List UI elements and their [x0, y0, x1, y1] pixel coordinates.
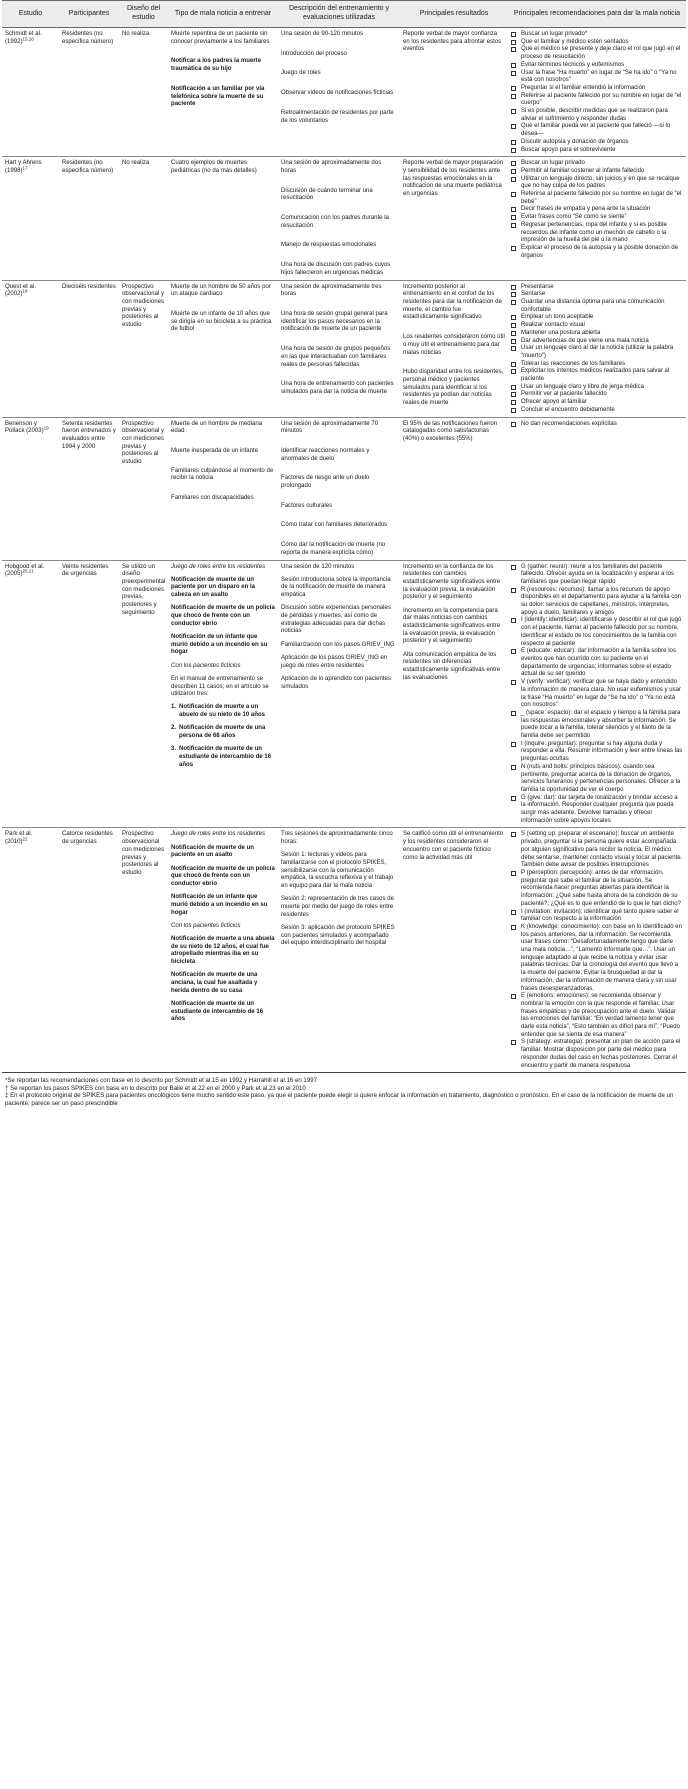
checkbox-icon — [511, 109, 516, 114]
description-item: Una hora de sesión grupal general para identificar los pasos necesarios en la notificación de muerte de un paciente — [281, 310, 388, 333]
description-item: Discusión de cuándo terminar una resucitación — [281, 187, 373, 202]
recommendation-text: No dan recomendaciones explícitas — [521, 420, 617, 427]
study-cell — [2, 417, 59, 560]
recommendation-text: Evitar frases como “Sé cómo se siente” — [521, 214, 627, 221]
checkbox-icon — [511, 300, 516, 305]
footnote: ‡ En el protocolo original de SPIKES para pacientes oncológicos tiene mucho sentido este paso, ya que el paciente puede elegir si quiere enfocar la información en tratamiento, diagnóstico o pronóstico. En el caso de la notificación de muerte de un paciente, parece ser un paso prescindible — [5, 1092, 674, 1108]
description-cell — [278, 560, 400, 828]
recommendation-item — [511, 993, 683, 1039]
recommendation-item — [511, 85, 683, 93]
checkbox-icon — [511, 246, 516, 251]
checkbox-icon — [511, 223, 516, 228]
recommendation-text: Buscar un lugar privado* — [521, 31, 588, 37]
numbered-item: 2. Notificación de muerte de una persona de 68 años — [171, 725, 266, 740]
checkbox-icon — [511, 649, 516, 654]
results-item: Se calificó como útil el entrenamiento y los residentes consideraron el encuentro con el paciente ficticio como la actividad más útil — [403, 831, 504, 861]
recommendation-item — [511, 710, 683, 741]
description-item: Retroalimentación de residentes por parte de los voluntarios — [281, 109, 394, 124]
results-cell — [400, 280, 508, 417]
description-item: Una sesión de 90-120 minutos — [281, 31, 364, 37]
checkbox-icon — [511, 331, 516, 336]
checkbox-icon — [511, 369, 516, 374]
recommendation-text: Regresar pertenencias, ropa del infante y si es posible recuerdos del infante como un mechón de cabello o la impresión de la huella del pie o la mano — [521, 221, 667, 244]
recommendation-item — [511, 345, 683, 360]
description-item: Una sesión de aproximadamente tres horas — [281, 283, 382, 298]
table-row — [2, 417, 686, 560]
checkbox-icon — [511, 925, 516, 930]
recommendation-item — [511, 168, 683, 176]
checkbox-icon — [511, 422, 516, 427]
recommendation-item — [511, 62, 683, 70]
description-item: Cómo tratar con familiares deteriorados — [281, 522, 388, 529]
recommendation-item — [511, 384, 683, 392]
types-cell — [168, 28, 278, 157]
checkbox-icon — [511, 161, 516, 166]
training-studies-table — [2, 0, 686, 1073]
type-item: Notificación de muerte a una abuela de su nieto de 12 años, el cual fue atropellado mientras iba en su bicicleta — [171, 936, 275, 966]
numbered-text: Notificación de muerte a un abuelo de su nieto de 10 años — [179, 704, 266, 719]
checkbox-icon — [511, 346, 516, 351]
description-item: Juego de roles — [281, 70, 321, 77]
type-header: Juego de roles entre los residentes — [171, 831, 266, 838]
description-item: Aplicación de los pasos GRIEV_ING en juego de roles entre residentes — [281, 654, 388, 669]
numbered-item: 3. Notificación de muerte de un estudiante de intercambio de 16 años — [171, 746, 272, 768]
recommendation-text: Emplear un tono aceptable — [521, 314, 594, 321]
recommendation-item — [511, 421, 683, 429]
type-item: Notificación de muerte de un paciente por un disparo en la cabeza en un asalto — [171, 576, 256, 599]
study-cell — [2, 280, 59, 417]
recommendation-text: Discutir autopsia y donación de órganos — [521, 138, 629, 145]
description-cell — [278, 157, 400, 280]
recommendation-text: G (give: dar): dar tarjeta de localización y brindar acceso a la información. Responder cualquier pregunta que pueda surgir más adelante. Devolver llamadas y ofrecer información sobre apoyos locales — [521, 794, 678, 824]
table-row — [2, 28, 686, 157]
description-item: Manejo de respuestas emocionales — [281, 242, 377, 249]
study-cell — [2, 28, 59, 157]
checkbox-icon — [511, 994, 516, 999]
study-ref: 18 — [22, 288, 28, 294]
recommendation-item — [511, 176, 683, 191]
checkbox-icon — [511, 796, 516, 801]
recommendation-item — [511, 206, 683, 214]
checkbox-icon — [511, 207, 516, 212]
checkbox-icon — [511, 177, 516, 182]
recommendation-text: Concluir el encuentro debidamente — [521, 406, 615, 413]
study-name: Hobgood et al. (2005) — [5, 563, 45, 578]
footnotes — [2, 1073, 686, 1107]
study-name: Schmidt et al. (1992) — [5, 31, 42, 45]
checkbox-icon — [511, 362, 516, 367]
types-cell — [168, 157, 278, 280]
design-cell: No realiza — [119, 28, 168, 157]
recommendations-cell — [508, 157, 686, 280]
recommendation-item — [511, 314, 683, 322]
recommendation-text: Tolerar las reacciones de los familiares — [521, 360, 626, 367]
results-item: Incremento posterior al entrenamiento en el confort de los residentes para dar la notificación de muerte, el cambio fue estadísticamente significativo — [403, 283, 502, 321]
recommendation-item — [511, 679, 683, 710]
description-item: Introducción del proceso — [281, 50, 347, 57]
type-item: Muerte de un infante de 10 años que se dirigía en su bicicleta a su práctica de futbol — [171, 310, 272, 333]
recommendations-cell — [508, 828, 686, 1073]
description-item: Cómo dar la notificación de muerte (no reporta de manera explícita cómo) — [281, 542, 386, 556]
design-cell: Prospectivo observacional con mediciones previas y posteriores al estudio — [119, 828, 168, 1073]
results-item: El 95% de las notificaciones fueron catalogadas como satisfactorias (40%) o excelentes (55%) — [403, 420, 498, 442]
type-item: Notificación de un infante que murió debido a un incendio en su hogar — [171, 633, 268, 656]
recommendation-text: Decir frases de empatía y pena ante la situación — [521, 206, 651, 213]
recommendation-text: Explicitar los intentos médicos realizados para salvar al paciente — [521, 368, 670, 383]
checkbox-icon — [511, 192, 516, 197]
type-item: Muerte inesperada de un infante — [171, 447, 259, 454]
checkbox-icon — [511, 400, 516, 405]
recommendation-item — [511, 46, 683, 61]
description-item: Identificar reacciones normales y anormales de duelo — [281, 447, 370, 462]
header-tipo: Tipo de mala noticia a entrenar — [168, 1, 278, 28]
results-item: Alta comunicación empática de los residentes sin diferencias estadísticamente significativas entre las evaluaciones — [403, 651, 501, 681]
recommendations-cell — [508, 28, 686, 157]
type-item: Cuatro ejemplos de muertes pediátricas (no da más detalles) — [171, 160, 257, 174]
type-header: Con los pacientes ficticios — [171, 922, 241, 929]
header-participantes: Participantes — [59, 1, 119, 28]
study-ref: 22 — [22, 836, 28, 842]
header-recomendaciones: Principales recomendaciones para dar la mala noticia — [508, 1, 686, 28]
header-resultados: Principales resultados — [400, 1, 508, 28]
recommendation-item — [511, 399, 683, 407]
results-item: Incremento en la competencia para dar malas noticias con cambios estadísticamente significativos entre la evaluación previa, la evaluación posterior y el seguimiento — [403, 607, 501, 645]
recommendation-item — [511, 93, 683, 108]
recommendation-text: Ofrecer apoyo al familiar — [521, 399, 587, 406]
recommendation-item — [511, 214, 683, 222]
recommendation-text: Dar advertencias de que viene una mala noticia — [521, 337, 649, 344]
checkbox-icon — [511, 124, 516, 129]
recommendations-cell — [508, 417, 686, 560]
checkbox-icon — [511, 47, 516, 52]
study-ref: 15,16 — [22, 36, 34, 42]
type-item: Notificación de muerte de un policía que chocó de frente con un conductor ebrio — [171, 605, 275, 627]
type-item: Muerte de un hombre de mediana edad — [171, 420, 263, 435]
checkbox-icon — [511, 169, 516, 174]
description-cell — [278, 417, 400, 560]
recommendation-text: Usar un lenguaje claro y libre de jerga médica — [521, 383, 645, 390]
checkbox-icon — [511, 871, 516, 876]
recommendation-item — [511, 924, 683, 993]
recommendation-item — [511, 648, 683, 679]
study-ref: 17 — [22, 165, 28, 171]
recommendation-item — [511, 70, 683, 85]
page — [2, 0, 686, 1108]
types-cell — [168, 560, 278, 828]
recommendation-text: Presentarse — [521, 283, 554, 290]
type-item: Notificación de muerte de un policía que chocó de frente con un conductor ebrio — [171, 865, 275, 887]
recommendation-item — [511, 1039, 683, 1070]
recommendation-item — [511, 870, 683, 909]
recommendation-text: E (educate: educar): dar información a la familia sobre los eventos que han ocurrido con su paciente en el departamento de urgencias; informarles sobre el estado actual de su ser querido — [521, 648, 676, 678]
description-item: Una hora de sesión de grupos pequeños en las que interactuaban con familiares reales de personas fallecidas — [281, 346, 391, 368]
table-row — [2, 560, 686, 828]
recommendation-text: Referirse al paciente fallecido por su nombre en lugar de “el bebé” — [521, 191, 682, 205]
checkbox-icon — [511, 292, 516, 297]
checkbox-icon — [511, 86, 516, 91]
checkbox-icon — [511, 565, 516, 570]
checkbox-icon — [511, 392, 516, 397]
description-cell — [278, 280, 400, 417]
checkbox-icon — [511, 40, 516, 45]
recommendation-text: Referirse al paciente fallecido por su nombre en lugar de “el cuerpo” — [521, 92, 682, 107]
participants-cell: Dieciséis residentes — [59, 280, 119, 417]
table-header-row — [2, 1, 686, 28]
table-row — [2, 828, 686, 1073]
recommendations-cell — [508, 280, 686, 417]
description-item: Una sesión de aproximadamente 70 minutos — [281, 420, 379, 435]
recommendation-text: Usar la frase “Ha muerto” en lugar de “Se ha ido” o “Ya no está con nosotros” — [521, 69, 677, 84]
description-cell — [278, 828, 400, 1073]
type-item: Familiares culpándose al momento de recibir la noticia — [171, 467, 274, 482]
description-item: Comunicación con los padres durante la resucitación — [281, 215, 389, 229]
description-item: Sesión 3: aplicación del protocolo SPIKES con pacientes simulados y acompañado del equipo interdisciplinario del hospital — [281, 925, 395, 947]
recommendation-text: Que el médico se presente y deje claro el rol que jugó en el proceso de resucitación — [521, 46, 681, 61]
table-row — [2, 157, 686, 280]
recommendation-item — [511, 617, 683, 648]
checkbox-icon — [511, 71, 516, 76]
recommendation-item — [511, 108, 683, 123]
recommendation-item — [511, 123, 683, 138]
type-item: Notificación de muerte de una anciana, la cual fue asaltada y herida dentro de su casa — [171, 972, 258, 994]
results-cell — [400, 828, 508, 1073]
type-item: Notificar a los padres la muerte traumática de su hijo — [171, 58, 262, 73]
checkbox-icon — [511, 63, 516, 68]
type-item: Notificación a un familiar por vía telefónica sobre la muerte de su paciente — [171, 85, 265, 108]
description-item: Sesión 1: lecturas y videos para familiarizarse con el protocolo SPIKES, sensibilizarse con la comunicación empática, la escucha reflexiva y el trabajo en equipo para dar la mala noticia — [281, 852, 394, 890]
study-ref: 19 — [43, 425, 49, 431]
recommendation-item — [511, 338, 683, 346]
recommendation-item — [511, 299, 683, 314]
results-item: Reporte verbal de mayor preparación y sensibilidad de los residentes ante las respuestas emocionales en la notificación de una muerte pediátrica en urgencias — [403, 160, 504, 198]
participants-cell: Setenta residentes fueron entrenados y evaluados entre 1994 y 2000 — [59, 417, 119, 560]
recommendation-text: _ (space: espacio): dar el espacio y tiempo a la familia para las respuestas emocionales y absorber la información. Se puede tocar a la familia, tolerar silencios y el llanto de la familia debe ser permitido — [521, 709, 681, 740]
recommendation-text: Buscar apoyo para el sobreviviente — [521, 146, 616, 153]
study-ref: 20,21 — [22, 568, 34, 574]
header-estudio: Estudio — [2, 1, 59, 28]
recommendation-text: E (emotions: emociones): se recomienda observar y nombrar la emoción con la que responde el familiar. Usar frases empáticas y de preocupación ante el duelo. Validar las emociones del familiar: “En verdad lamento tener que darle esta noticia”, “Esto también es difícil para mí”, “Puedo entender que se sienta de esa manera” — [521, 993, 680, 1038]
recommendation-text: Evitar términos técnicos y eufemismos — [521, 61, 625, 68]
type-item: Muerte repentina de un paciente sin conocer previamente a los familiares — [171, 31, 270, 45]
participants-cell: Residentes (no especifica número) — [59, 157, 119, 280]
recommendation-item — [511, 39, 683, 47]
results-cell — [400, 28, 508, 157]
checkbox-icon — [511, 680, 516, 685]
recommendation-item — [511, 764, 683, 795]
numbered-text: Notificación de muerte de una persona de 68 años — [179, 725, 266, 740]
results-item: Reporte verbal de mayor confianza en los residentes para afrontar estos eventos — [403, 31, 502, 53]
recommendation-item — [511, 322, 683, 330]
recommendation-item — [511, 245, 683, 260]
study-cell — [2, 157, 59, 280]
description-item: Familiarización con los pasos GRIEV_ING — [281, 641, 395, 648]
recommendation-text: Mantener una postura abierta — [521, 329, 601, 336]
checkbox-icon — [511, 315, 516, 320]
recommendation-text: K (knowledge: conocimiento): con base en lo identificado en los pasos anteriores, dar la información. Se recomienda usar frases como: “Desafortunadamente tengo que darle una mala noticia…”, “Lamento informarle que…”. Usar un lenguaje adaptado al que recibe la noticia y evitar usar palabras técnicas. Dar la cronología del evento que llevó a la muerte del paciente. Evitar la brusquedad al dar la información, dar la información de manera clara y sin usar frases desesperanzadoras. — [521, 923, 683, 992]
design-cell: No realiza — [119, 157, 168, 280]
results-item: Incremento en la confianza de los residentes con cambios estadísticamente significativos entre la evaluación previa, la evaluación posterior y el seguimiento — [403, 563, 501, 601]
checkbox-icon — [511, 148, 516, 153]
participants-cell: Veinte residentes de urgencias — [59, 560, 119, 828]
type-item: Notificación de muerte de un paciente en un asalto — [171, 844, 254, 859]
checkbox-icon — [511, 385, 516, 390]
design-cell: Prospectivo observacional y con mediciones previas y posteriores al estudio — [119, 280, 168, 417]
checkbox-icon — [511, 910, 516, 915]
type-header: Juego de roles entre los residentes — [171, 563, 266, 570]
recommendation-item — [511, 587, 683, 618]
study-name: Quest et al. (2002) — [5, 283, 36, 298]
recommendation-text: I (identify: identificar): identificarse y describir el rol que jugó con el paciente, llamar al paciente fallecido por su nombre, identificar el estado de los conocimientos de la familia con respecto al paciente — [521, 617, 682, 647]
description-cell — [278, 28, 400, 157]
design-cell: Prospectivo observacional y con mediciones previas y posteriores al estudio — [119, 417, 168, 560]
design-cell: Se utilizó un diseño preexperimental con mediciones previas, posteriores y seguimiento — [119, 560, 168, 828]
recommendation-item — [511, 795, 683, 826]
header-diseno: Diseño del estudio — [119, 1, 168, 28]
recommendation-text: Preguntar si el familiar entendió la información — [521, 84, 646, 91]
footnote: † Se reportan los pasos SPIKES con base en lo descrito por Baile et al.22 en el 2000 y Park et al.23 en el 2010 — [5, 1084, 306, 1092]
type-item: Notificación de un infante que murió debido a un incendio en su hogar — [171, 894, 268, 916]
recommendation-text: Permitir al familiar sostener al infante fallecido — [521, 167, 645, 174]
table-row — [2, 280, 686, 417]
recommendation-text: S (strategy: estrategia): presentar un plan de acción para el familiar. Mostrar disposición por parte del médico para responder dudas del caso en fechas posteriores. Cerrar el encuentro y partir de manera respetuosa — [521, 1039, 681, 1069]
description-item: Tres sesiones de aproximadamente cinco horas: — [281, 831, 393, 846]
recommendation-text: S (setting up: preparar el escenario): buscar un ambiente privado, preguntar si la persona quiere estar acompañada por alguien significativo para recibir la noticia. El médico debe sentarse, mantener contacto visual y tocar al paciente. También debe avisar de posibles interrupciones — [521, 831, 683, 869]
checkbox-icon — [511, 618, 516, 623]
recommendation-item — [511, 564, 683, 587]
type-item: Muerte de un hombre de 50 años por un ataque cardiaco — [171, 283, 271, 298]
recommendation-text: Permitir ver al paciente fallecido — [521, 391, 607, 398]
checkbox-icon — [511, 742, 516, 747]
description-item: Observar videos de notificaciones ficticias — [281, 90, 394, 97]
types-cell — [168, 280, 278, 417]
recommendation-item — [511, 741, 683, 764]
description-item: Una sesión de aproximadamente dos horas — [281, 160, 382, 174]
recommendation-text: Si es posible, describir medidas que se realizaron para aliviar el sufrimiento y responder dudas — [521, 108, 668, 122]
recommendation-item — [511, 361, 683, 369]
type-item: Notificación de muerte de un estudiante de intercambio de 16 años — [171, 1000, 264, 1023]
recommendation-text: Que el familiar y médico estén sentados — [521, 38, 629, 45]
numbered-text: Notificación de muerte de un estudiante de intercambio de 16 años — [179, 746, 272, 768]
checkbox-icon — [511, 1040, 516, 1045]
participants-cell: Catorce residentes de urgencias — [59, 828, 119, 1073]
study-name: Park et al. (2010) — [5, 831, 33, 846]
recommendation-item — [511, 191, 683, 206]
recommendation-item — [511, 831, 683, 870]
recommendation-item — [511, 31, 683, 39]
checkbox-icon — [511, 285, 516, 290]
participants-cell: Residentes (no especifica número) — [59, 28, 119, 157]
type-header: Con los pacientes ficticios — [171, 662, 241, 669]
results-cell — [400, 417, 508, 560]
checkbox-icon — [511, 94, 516, 99]
recommendation-item — [511, 139, 683, 147]
recommendation-item — [511, 291, 683, 299]
recommendation-text: G (gather: reunir): reunir a los familiares del paciente fallecido. Ofrecer ayuda en la localización y esperar a los familiares que puedan llegar rápido — [521, 563, 674, 585]
description-item: Discusión sobre experiencias personales de pérdidas y muertes, así como de estrategias adecuadas para dar dichas noticias — [281, 605, 391, 635]
description-item: Sesión introductoria sobre la importancia de la notificación de muerte de manera empática — [281, 576, 391, 599]
recommendation-text: N (nuts and bolts: principios básicos): cuando sea pertinente, preguntar acerca de la donación de órganos, servicios funerarios y pertenencias personales. Ofrecer a la familia la oportunidad de ver el cuerpo — [521, 763, 681, 793]
checkbox-icon — [511, 215, 516, 220]
study-name: Benenson y Pollack (2003) — [5, 420, 44, 435]
recommendation-item — [511, 909, 683, 924]
manual-text: En el manual de entrenamiento se describen 11 casos; en el artículo se utilizaron tres: — [171, 675, 269, 698]
results-cell — [400, 157, 508, 280]
description-item: Aplicación de lo aprendido con pacientes simulados — [281, 675, 391, 690]
checkbox-icon — [511, 339, 516, 344]
types-cell — [168, 828, 278, 1073]
recommendation-text: Guardar una distancia óptima para una comunicación confortable — [521, 298, 665, 313]
recommendations-cell — [508, 560, 686, 828]
types-cell — [168, 417, 278, 560]
recommendation-item — [511, 368, 683, 383]
footnote: *Se reportan las recomendaciones con base en lo descrito por Schmidt et al.15 en 1992 y Harrahill et al.16 en 1997 — [5, 1077, 317, 1085]
checkbox-icon — [511, 832, 516, 837]
recommendation-text: Realizar contacto visual — [521, 322, 585, 329]
recommendation-text: I (inquire: preguntar): preguntar si hay alguna duda y responder a ella. Resumir información y leer entre líneas las preguntas ocultas — [521, 740, 683, 763]
study-name: Hart y Ahrens (1998) — [5, 160, 42, 174]
results-item: Los residentes consideraron como útil o muy útil el entrenamiento para dar malas noticias — [403, 334, 505, 356]
numbered-item: 1. Notificación de muerte a un abuelo de su nieto de 10 años — [171, 704, 266, 719]
type-item: Familiares con discapacidades — [171, 495, 254, 502]
recommendation-text: Utilizar un lenguaje directo, sin juicios y en que se recalque que no hay culpa de los padres — [521, 175, 680, 190]
recommendation-text: Sentarse — [521, 291, 546, 298]
description-item: Factores de riesgo ante un duelo prolongado — [281, 475, 370, 490]
checkbox-icon — [511, 32, 516, 37]
checkbox-icon — [511, 588, 516, 593]
recommendation-text: Que el familiar pueda ver al paciente que falleció —si lo desea— — [521, 123, 671, 138]
recommendation-text: I (invitation: invitación): identificar qué tanto quiere saber el familiar con respecto a la información — [521, 908, 679, 923]
recommendation-text: Usar un lenguaje claro al dar la noticia (utilizar la palabra “muerto”) — [521, 345, 674, 359]
checkbox-icon — [511, 408, 516, 413]
header-descripcion: Descripción del entrenamiento y evaluaciones utilizadas — [278, 1, 400, 28]
recommendation-item — [511, 407, 683, 415]
checkbox-icon — [511, 140, 516, 145]
description-item: Una sesión de 120 minutos — [281, 563, 355, 570]
description-item: Sesión 2: representación de tres casos de muerte por medio del juego de roles entre residentes — [281, 896, 394, 918]
recommendation-item — [511, 222, 683, 245]
recommendation-text: Explicar el proceso de la autopsia y la posible donación de órganos — [521, 244, 678, 259]
recommendation-text: V (verify: verificar): verificar que se haya dado y entendido la información de manera clara. No usar eufemismos y usar la frase “Ha muerto” en lugar de “Se ha ido” o “Ya no está con nosotros” — [521, 679, 681, 709]
study-cell — [2, 560, 59, 828]
results-cell — [400, 560, 508, 828]
recommendation-text: P (perception: percepción): antes de dar información, preguntar qué sabe el familiar de la situación. Se recomienda hacer preguntas abiertas para identificar la información: ¿Qué sabe hasta ahora de la condición de su paciente?, ¿Qué es lo que entendió de lo que le han dicho? — [521, 869, 682, 907]
checkbox-icon — [511, 765, 516, 770]
recommendation-text: Buscar un lugar privado — [521, 160, 585, 167]
recommendation-item — [511, 330, 683, 338]
recommendation-item — [511, 147, 683, 155]
recommendation-item — [511, 391, 683, 399]
recommendation-item — [511, 160, 683, 168]
checkbox-icon — [511, 711, 516, 716]
results-item: Hubo disparidad entre los residentes, personal médico y pacientes simulados para identificar si los residentes ya podían dar noticias reales de muerte — [403, 369, 504, 407]
recommendation-text: R (resources: recursos): llamar a los recursos de apoyo disponibles en el departamento para ayudar a la familia con su dolor: servicios de capellanes, ministros, intérpretes, apoyo a duelo, familiares y amigos — [521, 586, 682, 616]
description-item: Factores culturales — [281, 502, 333, 509]
description-item: Una hora de entrenamiento con pacientes simulados para dar la noticia de muerte — [281, 381, 394, 395]
checkbox-icon — [511, 323, 516, 328]
description-item: Una hora de discusión con padres cuyos hijos fallecieron en urgencias médicas — [281, 262, 391, 276]
recommendation-item — [511, 284, 683, 292]
study-cell — [2, 828, 59, 1073]
